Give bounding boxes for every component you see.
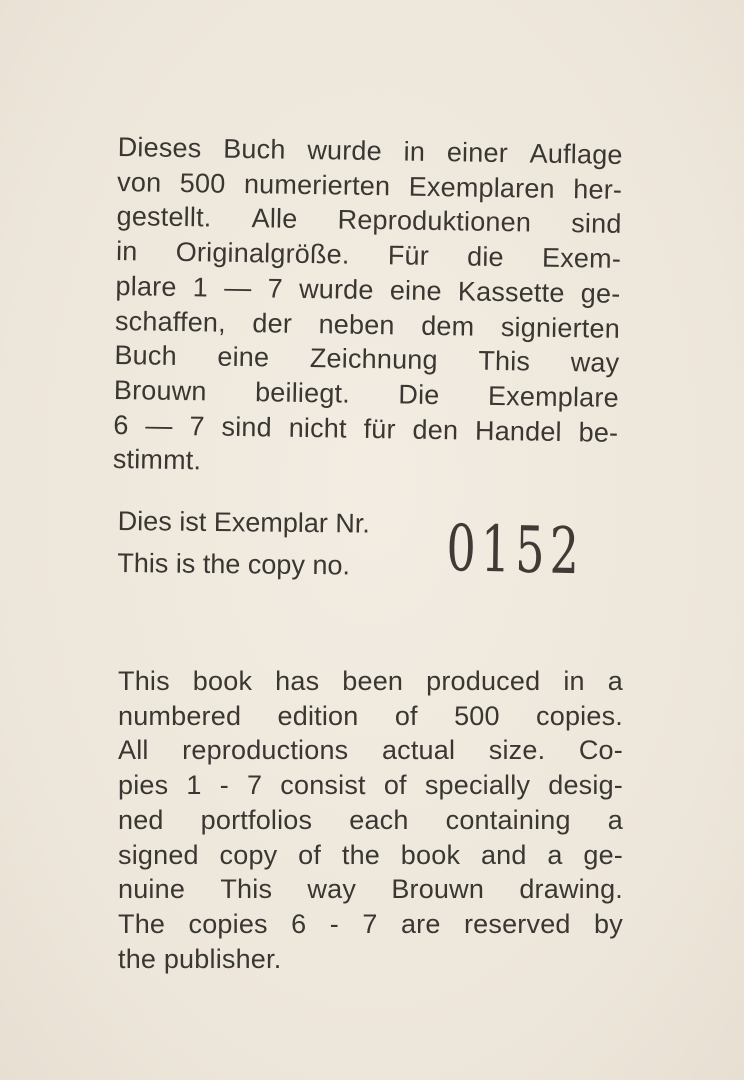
english-line-5: ned portfolios each containing a (118, 804, 623, 835)
german-line-4: in Originalgröße. Für die Exem- (115, 236, 622, 275)
german-colophon (113, 130, 623, 485)
english-line-4: pies 1 - 7 consist of specially desig- (118, 770, 623, 801)
english-line-1: This book has been produced in a (118, 666, 623, 696)
copy-label-german: Dies ist Exemplar Nr. (117, 505, 370, 539)
german-line-2: von 500 numerierten Exemplaren her- (116, 166, 623, 205)
german-line-7: Buch eine Zeichnung This way (114, 340, 620, 379)
german-line-9: 6 — 7 sind nicht für den Handel be- (113, 409, 619, 448)
german-line-1: Dieses Buch wurde in einer Auflage (117, 131, 623, 170)
english-line-8: The copies 6 - 7 are reserved by (118, 908, 623, 939)
english-line-2: numbered edition of 500 copies. (118, 700, 623, 731)
copy-number-stamp: 0152 (446, 512, 585, 590)
copy-number-label (117, 500, 438, 587)
german-line-6: schaffen, der neben dem signierten (114, 305, 621, 344)
german-line-10: stimmt. (112, 444, 202, 476)
english-line-7: nuine This way Brouwn drawing. (118, 874, 623, 905)
german-line-8: Brouwn beiliegt. Die Exemplare (113, 374, 620, 413)
english-line-6: signed copy of the book and a ge- (118, 839, 623, 870)
english-line-9: the publisher. (118, 943, 282, 974)
german-line-3: gestellt. Alle Reproduktionen sind (116, 201, 622, 240)
german-line-5: plare 1 — 7 wurde eine Kassette ge- (115, 270, 621, 309)
copy-label-english: This is the copy no. (117, 547, 351, 581)
english-line-3: All reproductions actual size. Co- (118, 735, 623, 766)
english-colophon (118, 664, 623, 976)
